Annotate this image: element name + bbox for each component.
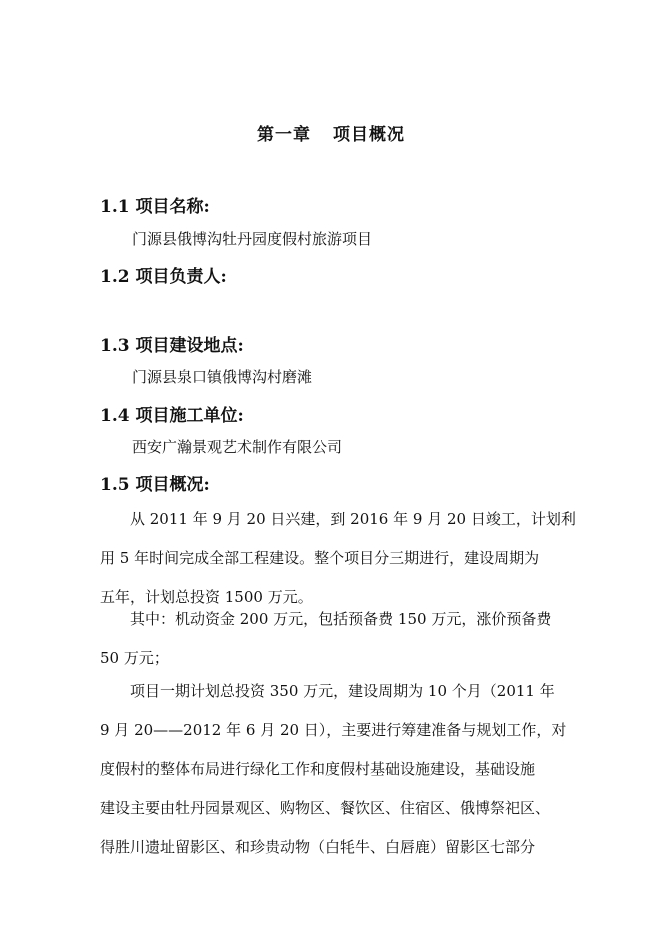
chapter-title <box>0 120 662 145</box>
paragraph-line: 9 月 20——2012 年 6 月 20 日），主要进行筹建准备与规划工作，对 <box>100 721 567 739</box>
paragraph-line: 五年，计划总投资 1500 万元。 <box>100 588 313 606</box>
paragraph-line: 度假村的整体布局进行绿化工作和度假村基础设施建设，基础设施 <box>100 760 536 778</box>
section-heading-name: 1.1 项目名称: <box>100 197 210 217</box>
project-contractor-value: 西安广瀚景观艺术制作有限公司 <box>132 438 343 456</box>
section-heading-location: 1.3 项目建设地点: <box>100 336 244 356</box>
paragraph-line: 从 2011 年 9 月 20 日兴建，到 2016 年 9 月 20 日竣工，计划利 <box>130 510 576 528</box>
paragraph-line: 项目一期计划总投资 350 万元，建设周期为 10 个月（2011 年 <box>130 682 555 700</box>
paragraph-line: 得胜川遗址留影区、和珍贵动物（白牦牛、白唇鹿）留影区七部分 <box>100 838 536 856</box>
chapter-number: 第一章 <box>257 125 311 145</box>
project-location-value: 门源县泉口镇俄博沟村磨滩 <box>132 368 313 386</box>
overview-paragraph-2 <box>100 600 562 678</box>
section-heading-leader: 1.2 项目负责人: <box>100 267 227 287</box>
overview-paragraph-3 <box>100 672 567 867</box>
section-heading-overview: 1.5 项目概况: <box>100 475 210 495</box>
paragraph-line: 50 万元； <box>100 649 169 667</box>
paragraph-line: 用 5 年时间完成全部工程建设。整个项目分三期进行，建设周期为 <box>100 549 540 567</box>
chapter-name: 项目概况 <box>333 125 405 145</box>
paragraph-line: 建设主要由牡丹园景观区、购物区、餐饮区、住宿区、俄博祭祀区、 <box>100 799 551 817</box>
section-heading-contractor: 1.4 项目施工单位: <box>100 406 244 426</box>
project-name-value: 门源县俄博沟牡丹园度假村旅游项目 <box>132 230 373 248</box>
paragraph-line: 其中：机动资金 200 万元，包括预备费 150 万元，涨价预备费 <box>130 610 552 628</box>
